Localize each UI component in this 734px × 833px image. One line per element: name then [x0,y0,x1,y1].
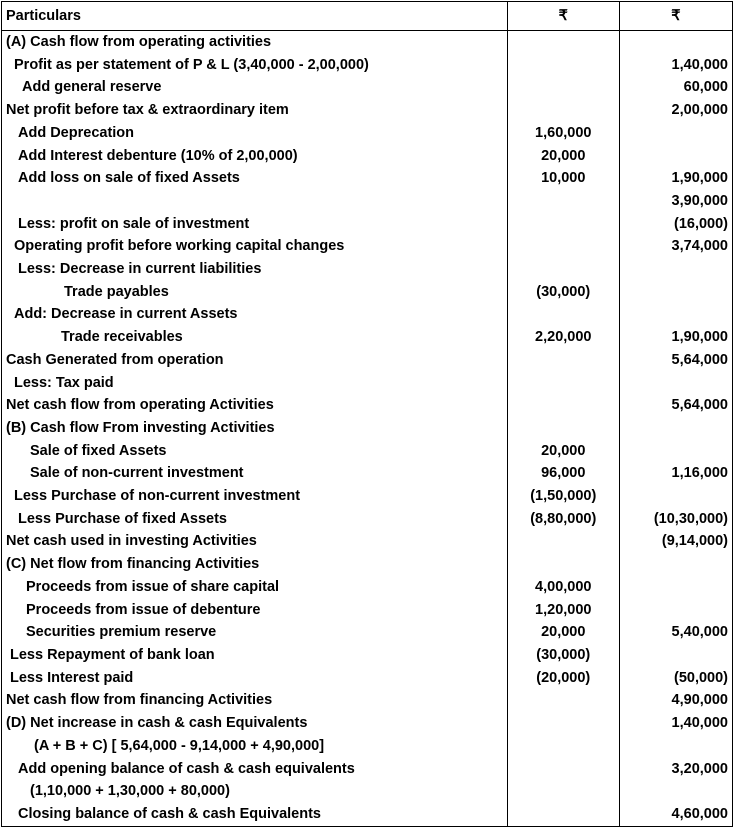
table-row [2,76,733,99]
table-row [2,394,733,417]
table-row [2,576,733,599]
particulars-cell: Less: Tax paid [2,372,508,395]
particulars-cell: (C) Net flow from financing Activities [2,553,508,576]
table-row [2,122,733,145]
amount-a-cell [507,553,619,576]
amount-a-cell: (30,000) [507,644,619,667]
particulars-cell: (A + B + C) [ 5,64,000 - 9,14,000 + 4,90,000] [2,735,508,758]
amount-a-cell [507,258,619,281]
particulars-cell: Trade receivables [2,326,508,349]
particulars-cell: (D) Net increase in cash & cash Equivalents [2,712,508,735]
particulars-cell: Less Purchase of non-current investment [2,485,508,508]
amount-a-cell [507,735,619,758]
table-row [2,689,733,712]
table-row [2,167,733,190]
particulars-cell: Less Purchase of fixed Assets [2,508,508,531]
amount-b-cell [619,417,732,440]
amount-b-cell [619,122,732,145]
particulars-cell: (A) Cash flow from operating activities [2,31,508,54]
particulars-cell [2,190,508,213]
table-row [2,145,733,168]
amount-b-cell: 2,00,000 [619,99,732,122]
table-row [2,508,733,531]
amount-b-cell: (10,30,000) [619,508,732,531]
table-row [2,644,733,667]
amount-b-cell [619,372,732,395]
amount-b-cell: 60,000 [619,76,732,99]
amount-b-cell [619,440,732,463]
amount-b-header: ₹ [619,2,732,31]
particulars-cell: Proceeds from issue of debenture [2,599,508,622]
amount-a-cell: 96,000 [507,462,619,485]
particulars-cell: Proceeds from issue of share capital [2,576,508,599]
amount-b-cell [619,258,732,281]
amount-a-cell [507,394,619,417]
amount-a-header: ₹ [507,2,619,31]
table-row [2,758,733,781]
amount-b-cell: 5,64,000 [619,349,732,372]
amount-b-cell: 1,40,000 [619,54,732,77]
amount-a-cell: 1,60,000 [507,122,619,145]
amount-b-cell: (16,000) [619,213,732,236]
amount-a-cell: 4,00,000 [507,576,619,599]
particulars-cell: Net profit before tax & extraordinary item [2,99,508,122]
table-row [2,553,733,576]
table-row [2,485,733,508]
amount-a-cell [507,689,619,712]
particulars-cell: Add Interest debenture (10% of 2,00,000) [2,145,508,168]
amount-b-cell: 1,16,000 [619,462,732,485]
amount-a-cell: 2,20,000 [507,326,619,349]
amount-b-cell [619,599,732,622]
amount-b-cell [619,145,732,168]
amount-a-cell [507,530,619,553]
amount-a-cell: (8,80,000) [507,508,619,531]
amount-b-cell [619,553,732,576]
amount-a-cell: (30,000) [507,281,619,304]
table-row [2,190,733,213]
amount-a-cell [507,780,619,803]
table-row [2,780,733,803]
amount-a-cell [507,31,619,54]
amount-a-cell: 20,000 [507,145,619,168]
table-row [2,281,733,304]
amount-a-cell: 10,000 [507,167,619,190]
amount-a-cell: (20,000) [507,667,619,690]
cash-flow-table [1,1,733,827]
particulars-cell: (1,10,000 + 1,30,000 + 80,000) [2,780,508,803]
particulars-cell: Less: profit on sale of investment [2,213,508,236]
table-row [2,99,733,122]
amount-b-cell: 1,90,000 [619,326,732,349]
amount-b-cell [619,31,732,54]
table-row [2,712,733,735]
amount-b-cell: 4,60,000 [619,803,732,826]
amount-b-cell [619,576,732,599]
amount-a-cell [507,417,619,440]
header-row [2,2,733,31]
amount-b-cell: 3,74,000 [619,235,732,258]
amount-a-cell: (1,50,000) [507,485,619,508]
table-row [2,462,733,485]
amount-a-cell: 1,20,000 [507,599,619,622]
amount-b-cell [619,485,732,508]
amount-b-cell: 4,90,000 [619,689,732,712]
particulars-cell: Add general reserve [2,76,508,99]
particulars-header: Particulars [2,2,508,31]
table-row [2,326,733,349]
particulars-cell: Closing balance of cash & cash Equivalents [2,803,508,826]
amount-a-cell [507,54,619,77]
particulars-cell: Trade payables [2,281,508,304]
particulars-cell: Operating profit before working capital changes [2,235,508,258]
particulars-cell: Add loss on sale of fixed Assets [2,167,508,190]
amount-b-cell [619,303,732,326]
amount-b-cell: 1,40,000 [619,712,732,735]
particulars-cell: Sale of non-current investment [2,462,508,485]
amount-b-cell: 3,20,000 [619,758,732,781]
table-row [2,530,733,553]
amount-a-cell [507,303,619,326]
amount-a-cell [507,372,619,395]
particulars-cell: Profit as per statement of P & L (3,40,000 - 2,00,000) [2,54,508,77]
table-body [2,31,733,827]
particulars-cell: Securities premium reserve [2,621,508,644]
amount-a-cell: 20,000 [507,440,619,463]
amount-a-cell [507,349,619,372]
amount-a-cell [507,712,619,735]
amount-b-cell [619,735,732,758]
amount-a-cell [507,190,619,213]
amount-a-cell: 20,000 [507,621,619,644]
table-row [2,31,733,54]
particulars-cell: Add opening balance of cash & cash equivalents [2,758,508,781]
particulars-cell: Less Interest paid [2,667,508,690]
amount-b-cell: 1,90,000 [619,167,732,190]
amount-b-cell [619,780,732,803]
table-row [2,417,733,440]
amount-a-cell [507,213,619,236]
table-row [2,235,733,258]
amount-b-cell [619,644,732,667]
amount-a-cell [507,758,619,781]
particulars-cell: Net cash flow from operating Activities [2,394,508,417]
amount-a-cell [507,99,619,122]
particulars-cell: Sale of fixed Assets [2,440,508,463]
table-row [2,803,733,826]
table-row [2,54,733,77]
table-row [2,372,733,395]
table-row [2,735,733,758]
table-row [2,599,733,622]
amount-b-cell: (9,14,000) [619,530,732,553]
particulars-cell: Add Deprecation [2,122,508,145]
table-row [2,213,733,236]
amount-b-cell [619,281,732,304]
table-row [2,349,733,372]
table-row [2,667,733,690]
table-row [2,440,733,463]
particulars-cell: Less: Decrease in current liabilities [2,258,508,281]
amount-b-cell: 3,90,000 [619,190,732,213]
particulars-cell: Add: Decrease in current Assets [2,303,508,326]
particulars-cell: Net cash used in investing Activities [2,530,508,553]
amount-a-cell [507,235,619,258]
amount-a-cell [507,76,619,99]
table-row [2,621,733,644]
particulars-cell: Less Repayment of bank loan [2,644,508,667]
particulars-cell: (B) Cash flow From investing Activities [2,417,508,440]
table-row [2,258,733,281]
particulars-cell: Net cash flow from financing Activities [2,689,508,712]
amount-b-cell: 5,64,000 [619,394,732,417]
table-row [2,303,733,326]
amount-b-cell: (50,000) [619,667,732,690]
amount-b-cell: 5,40,000 [619,621,732,644]
amount-a-cell [507,803,619,826]
particulars-cell: Cash Generated from operation [2,349,508,372]
